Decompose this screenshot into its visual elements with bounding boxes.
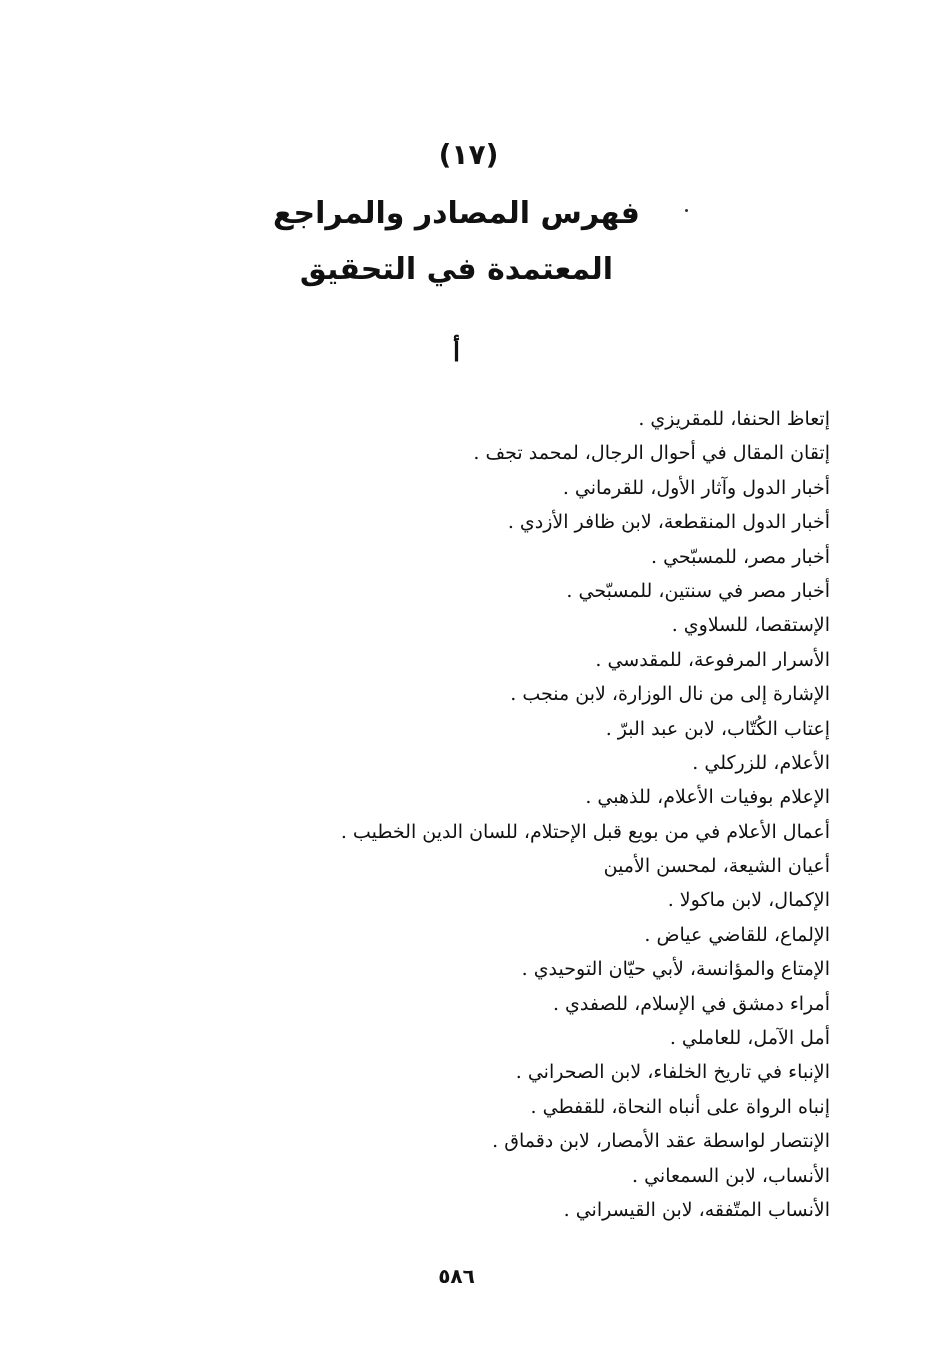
- bibliography-entry: الإعلام بوفيات الأعلام، للذهبي .: [585, 786, 830, 809]
- bibliography-entry: الإنتصار لواسطة عقد الأمصار، لابن دقماق .: [492, 1130, 830, 1153]
- page-number: ٥٨٦: [438, 1264, 475, 1288]
- bibliography-list: [270, 402, 830, 1227]
- bibliography-entry: إتعاظ الحنفا، للمقريزي .: [638, 408, 830, 430]
- bibliography-entry: إنباه الرواة على أنباه النحاة، للقفطي .: [530, 1095, 830, 1118]
- bibliography-entry: أخبار الدول وآثار الأول، للقرماني .: [562, 476, 830, 499]
- chapter-title-line-2: المعتمدة في التحقيق: [299, 252, 614, 287]
- bibliography-entry: أخبار مصر في سنتين، للمسبّحي .: [566, 579, 830, 602]
- print-speck: [685, 209, 688, 212]
- section-letter-heading: أ: [452, 338, 461, 368]
- bibliography-entry: الإستقصا، للسلاوي .: [671, 614, 830, 637]
- bibliography-entry: الإشارة إلى من نال الوزارة، لابن منجب .: [510, 683, 830, 706]
- bibliography-entry: الأعلام، للزركلي .: [692, 751, 830, 774]
- bibliography-entry: أخبار مصر، للمسبّحي .: [651, 545, 830, 568]
- bibliography-entry: الأنساب، لابن السمعاني .: [632, 1164, 830, 1187]
- bibliography-entry: الأنساب المتّفقه، لابن القيسراني .: [563, 1198, 830, 1221]
- chapter-number: (١٧): [438, 138, 499, 171]
- bibliography-entry: الإنباء في تاريخ الخلفاء، لابن الصحراني .: [515, 1061, 830, 1084]
- bibliography-entry: أمراء دمشق في الإسلام، للصفدي .: [552, 992, 830, 1015]
- chapter-title-line-1: فهرس المصادر والمراجع: [273, 196, 640, 231]
- bibliography-entry: إتقان المقال في أحوال الرجال، لمحمد تجف .: [473, 442, 830, 465]
- bibliography-entry: الإلماع، للقاضي عياض .: [644, 923, 830, 946]
- bibliography-entry: الإمتاع والمؤانسة، لأبي حيّان التوحيدي .: [521, 958, 830, 981]
- bibliography-entry: الأسرار المرفوعة، للمقدسي .: [595, 648, 830, 671]
- bibliography-entry: إعتاب الكُتّاب، لابن عبد البرّ .: [605, 717, 830, 740]
- bibliography-entry: أعمال الأعلام في من بويع قبل الإحتلام، للسان الدين الخطيب .: [340, 820, 830, 843]
- bibliography-entry: أعيان الشيعة، لمحسن الأمين: [603, 855, 830, 878]
- bibliography-entry: الإكمال، لابن ماكولا .: [667, 889, 830, 912]
- bibliography-entry: أخبار الدول المنقطعة، لابن ظافر الأزدي .: [507, 511, 830, 534]
- bibliography-entry: أمل الآمل، للعاملي .: [669, 1027, 830, 1050]
